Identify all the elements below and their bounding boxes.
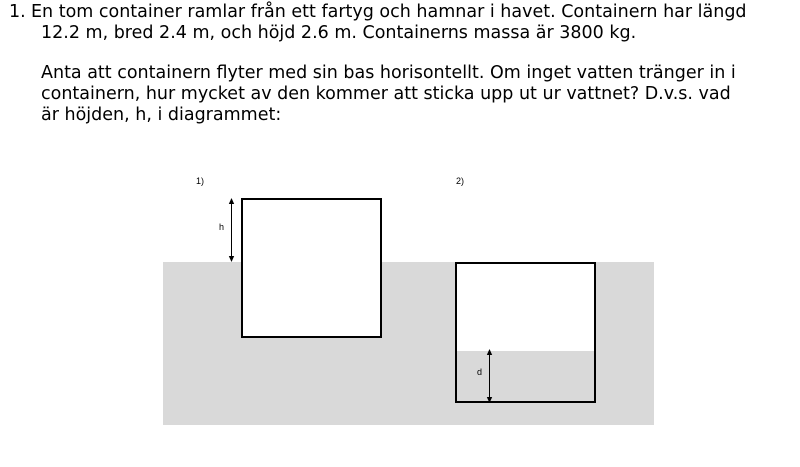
container-box-1 (241, 198, 382, 338)
figure-1-label: 1) (196, 176, 205, 186)
question-line-2: containern, hur mycket av den kommer att sticka upp ut ur vattnet? D.v.s. vad (41, 84, 731, 104)
height-arrow (227, 198, 236, 262)
question-line-1: Anta att containern flyter med sin bas horisontellt. Om inget vatten tränger in i (41, 63, 736, 83)
depth-label: d (477, 367, 483, 377)
figure-2-label: 2) (456, 176, 465, 186)
problem-intro-text-1: En tom container ramlar från ett fartyg och hamnar i havet. Containern har längd (31, 2, 747, 22)
depth-arrow (485, 349, 494, 403)
problem-intro-line-2: 12.2 m, bred 2.4 m, och höjd 2.6 m. Containerns massa är 3800 kg. (41, 23, 637, 43)
question-line-3: är höjden, h, i diagrammet: (41, 105, 282, 125)
container-box-2 (455, 262, 596, 403)
problem-number: 1. (9, 2, 26, 22)
height-label: h (219, 222, 225, 232)
